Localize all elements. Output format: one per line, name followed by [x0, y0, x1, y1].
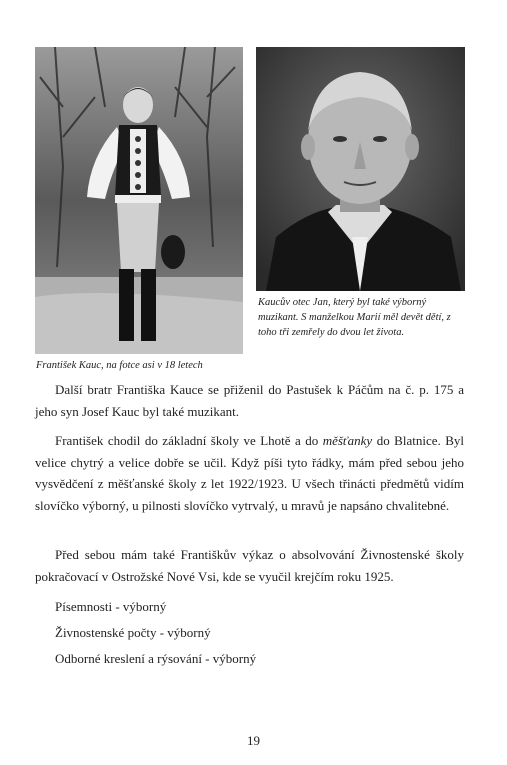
paragraph-2-text-start: František chodil do základní školy ve Lhotě a do: [55, 433, 323, 448]
page-number: 19: [247, 733, 260, 748]
grade-item: Písemnosti - výborný: [55, 599, 167, 614]
elderly-man-portrait-image: [256, 47, 465, 291]
paragraph-2: [35, 430, 464, 516]
paragraph-2-text-end: do Blatnice. Byl velice chytrý a velice dobře se učil. Když píši tyto řádky, mám před sebou jeho vysvědčení z měšťanské školy z let 1922/1923. U všech třinácti předmětů vidím slovíčko výborný, u pilnosti slovíčko vytrvalý, u mravů je napsáno chvalitebné.: [35, 433, 464, 513]
photo-caption-left: František Kauc, na fotce asi v 18 letech: [36, 360, 203, 371]
paragraph-3-text: Před sebou mám také Františkův výkaz o absolvování Živnostenské školy pokračovací v Ostrožské Nové Vsi, kde se vyučil krejčím roku 1925.: [35, 547, 464, 584]
photo-otec-jan: [256, 47, 465, 291]
folk-costume-portrait-image: [35, 47, 243, 354]
paragraph-2-italic-word: měšťanky: [322, 433, 373, 448]
paragraph-1: [35, 379, 464, 422]
paragraph-1-text: Další bratr Františka Kauce se přiženil do Pastušek k Páčům na č. p. 175 a jeho syn Josef Kauc byl také muzikant.: [35, 382, 464, 419]
paragraph-3: [35, 544, 464, 587]
photo-caption-right: Kaucův otec Jan, který byl také výborný muzikant. S manželkou Marií měl devět dětí, z toho tři zemřely do dvou let života.: [258, 297, 451, 338]
grade-item: Živnostenské počty - výborný: [55, 625, 211, 640]
grade-item: Odborné kreslení a rýsování - výborný: [55, 651, 257, 666]
photo-frantisek-kauc: [35, 47, 243, 354]
